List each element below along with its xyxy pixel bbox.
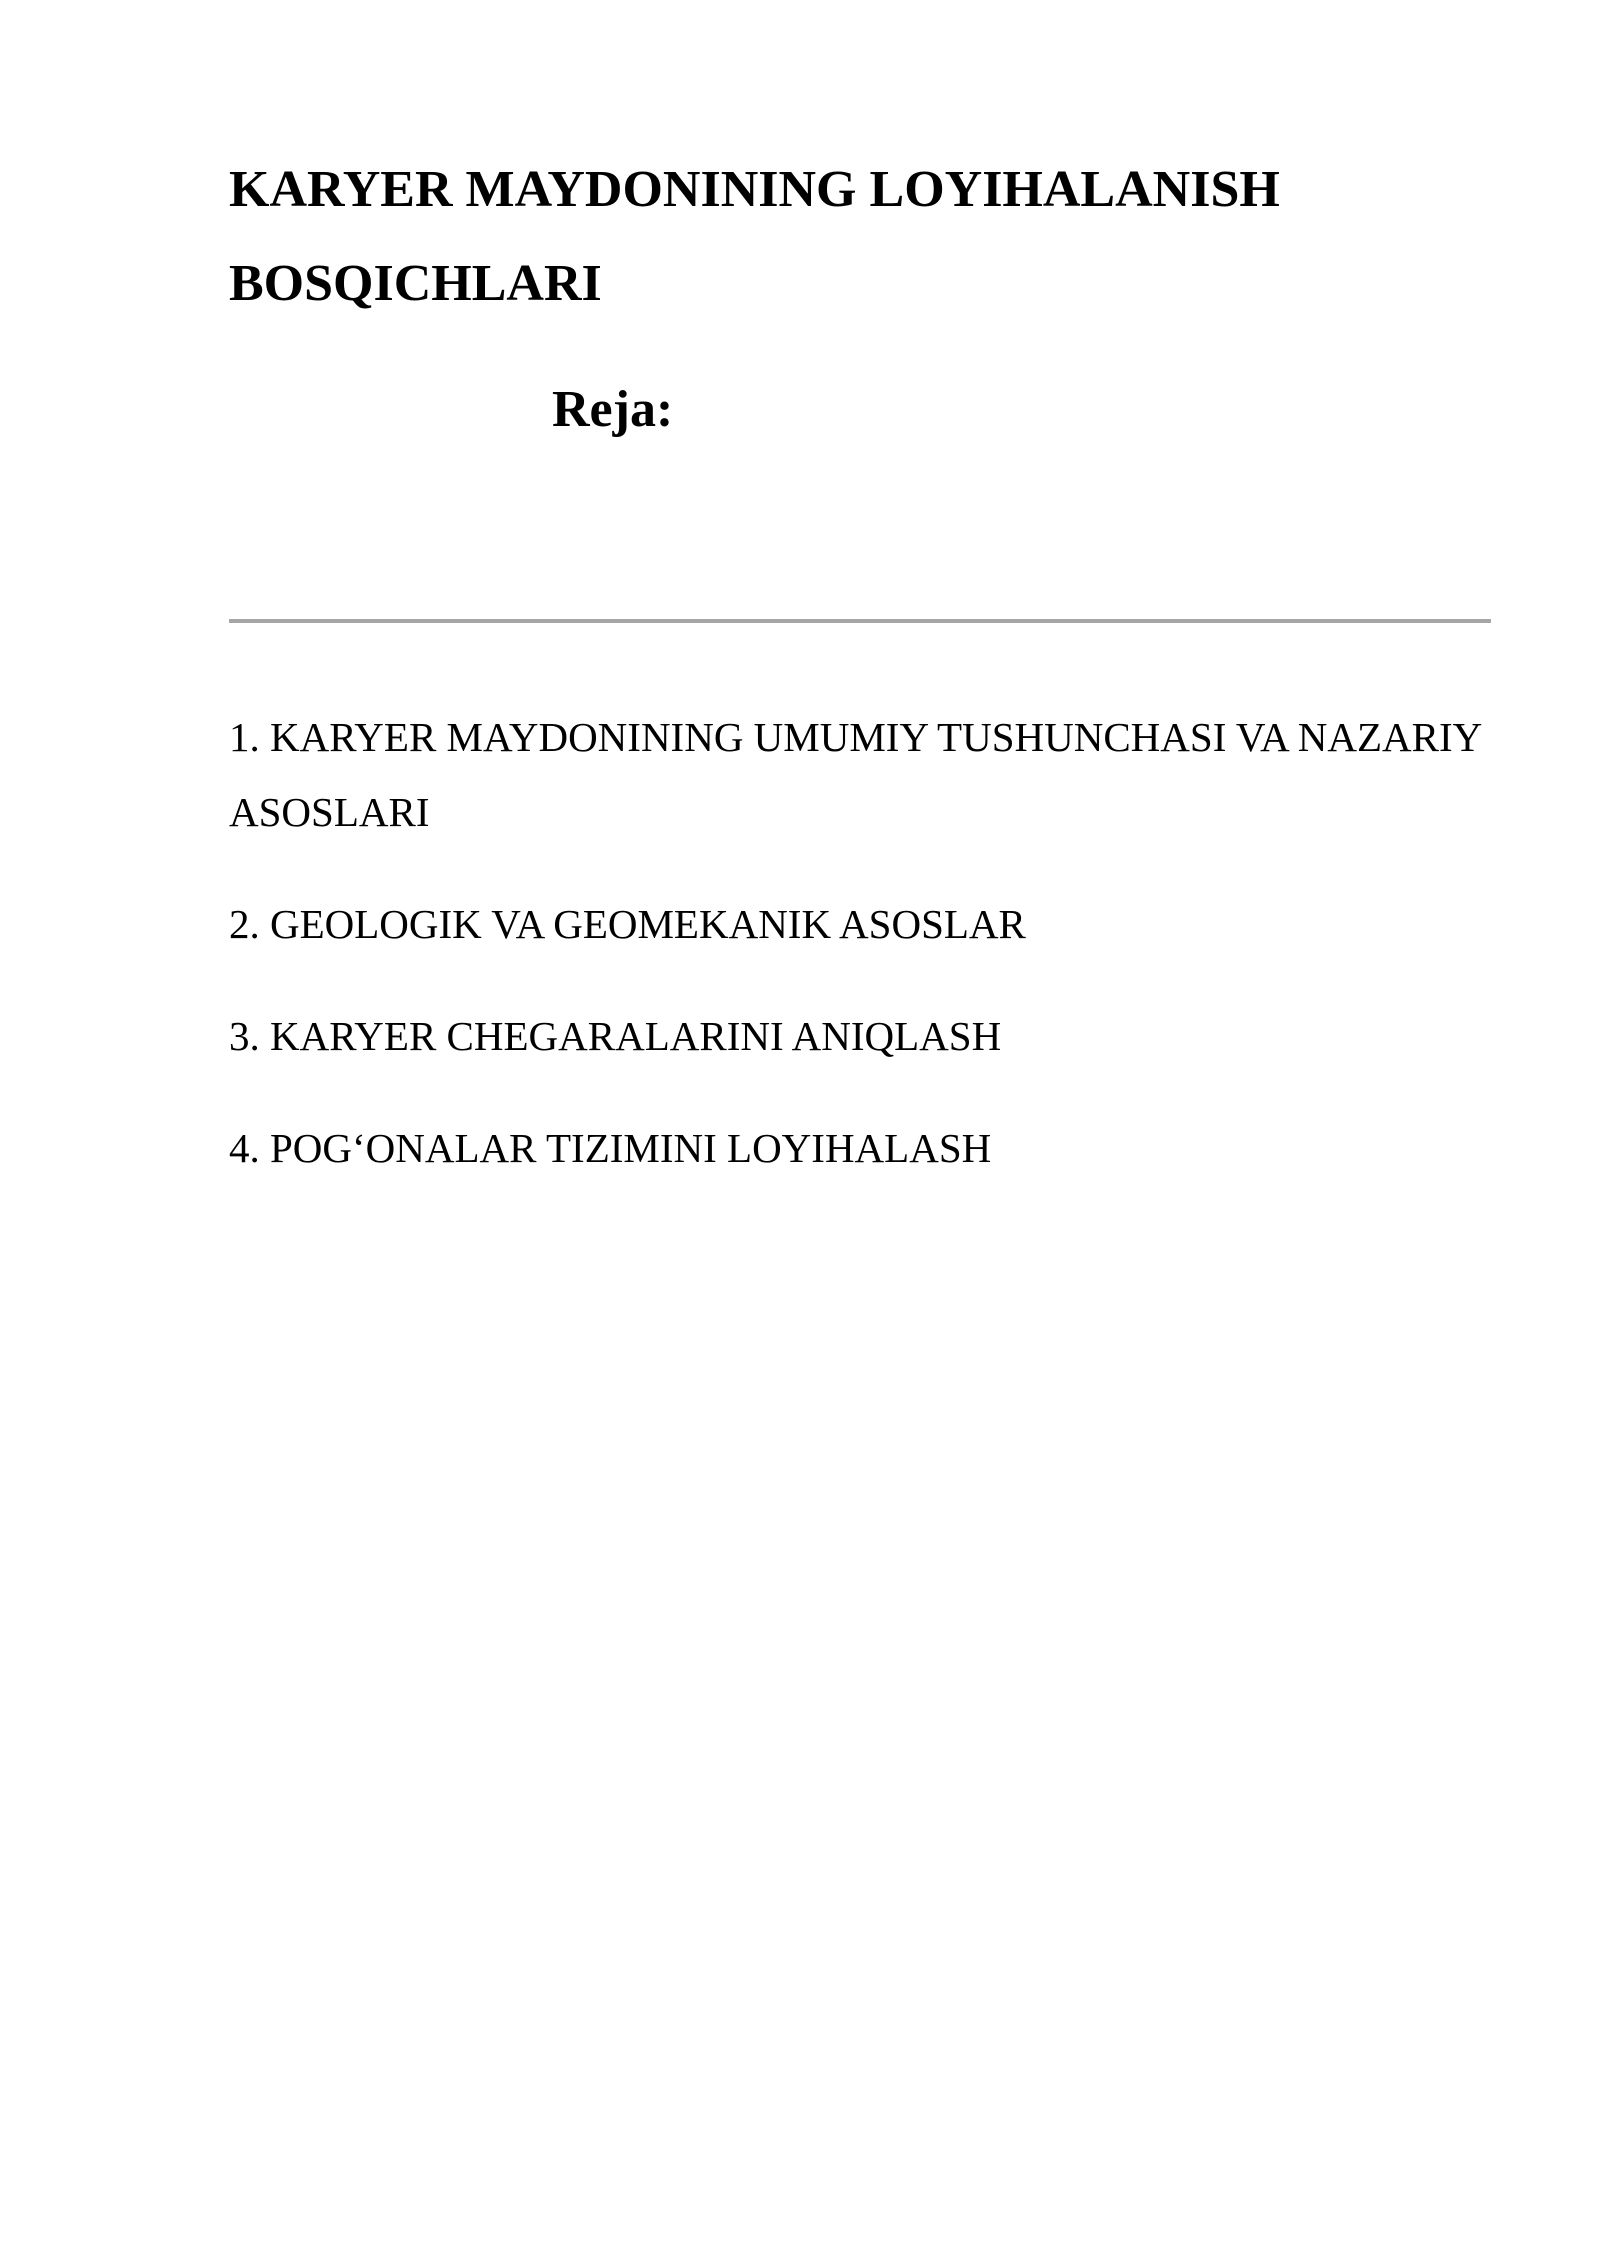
plan-item: 4. POG‘ONALAR TIZIMINI LOYIHALASH <box>229 1125 992 1171</box>
plan-item: 2. GEOLOGIK VA GEOMEKANIK ASOSLAR <box>229 901 1026 947</box>
plan-item: 3. KARYER CHEGARALARINI ANIQLASH <box>229 1013 1002 1059</box>
horizontal-divider <box>229 619 1491 623</box>
document-title: KARYER MAYDONINING LOYIHALANISH BOSQICHLARI <box>229 161 1280 312</box>
plan-heading: Reja: <box>552 381 674 438</box>
plan-item: 1. KARYER MAYDONINING UMUMIY TUSHUNCHASI VA NAZARIY ASOSLARI <box>229 714 1481 835</box>
plan-list <box>229 700 1491 1223</box>
